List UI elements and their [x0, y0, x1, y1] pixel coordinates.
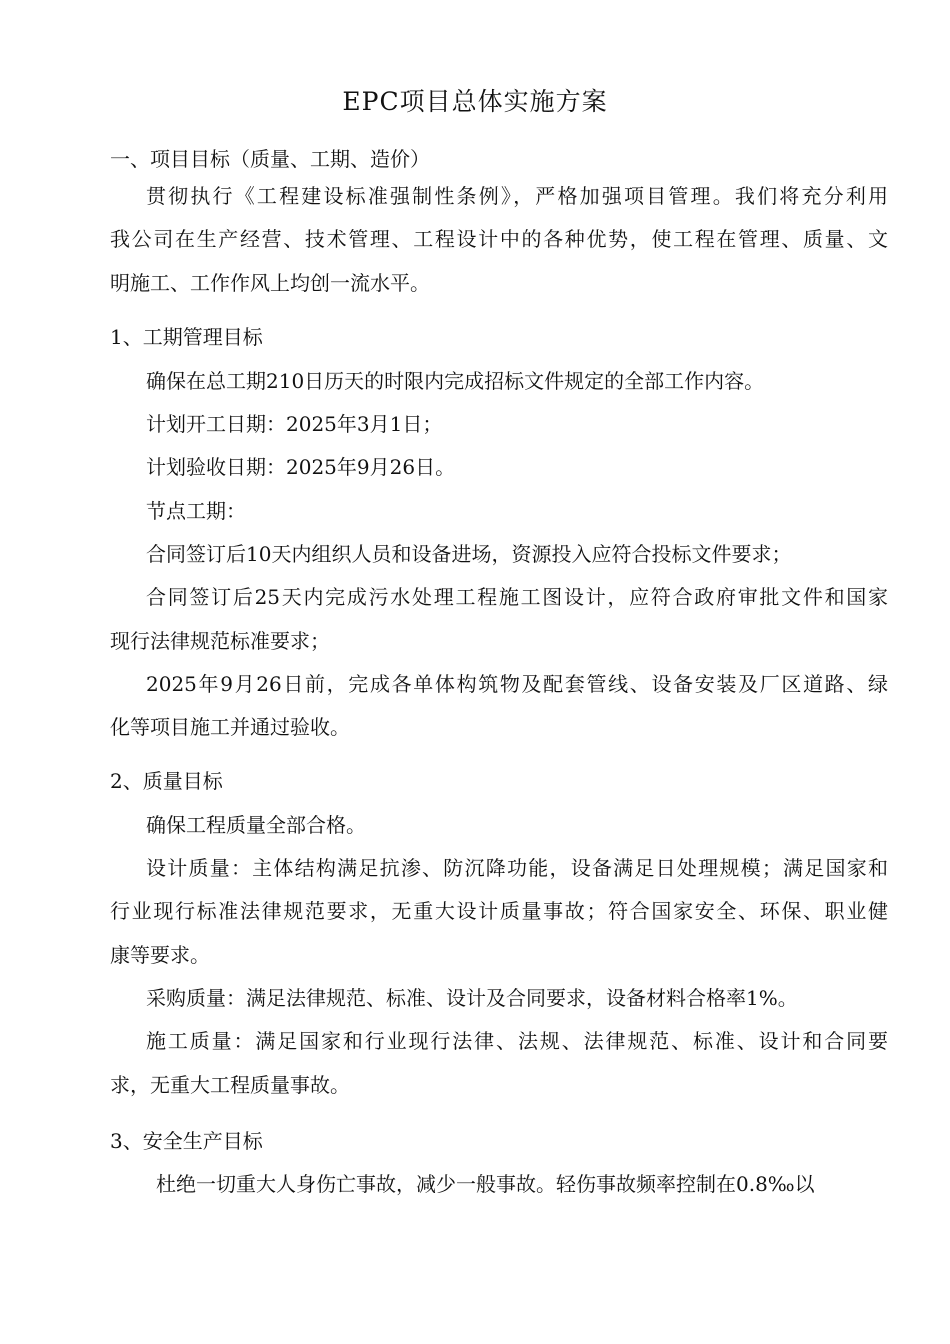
section-heading-safety: 3、安全生产目标 — [110, 1129, 263, 1153]
paragraph-line: 我公司在生产经营、技术管理、工程设计中的各种优势，使工程在管理、质量、文 — [110, 227, 888, 251]
paragraph-line: 康等要求。 — [110, 943, 210, 967]
paragraph-line: 杜绝一切重大人身伤亡事故，减少一般事故。轻伤事故频率控制在0.8‰以 — [156, 1172, 815, 1196]
paragraph-line: 施工质量：满足国家和行业现行法律、法规、法律规范、标准、设计和合同要 — [146, 1029, 888, 1053]
paragraph-line: 2025年9月26日前，完成各单体构筑物及配套管线、设备安装及厂区道路、绿 — [146, 672, 888, 696]
paragraph-line: 现行法律规范标准要求； — [110, 629, 330, 653]
paragraph-line: 采购质量：满足法律规范、标准、设计及合同要求，设备材料合格率1%。 — [146, 986, 798, 1010]
paragraph-line: 设计质量：主体结构满足抗渗、防沉降功能，设备满足日处理规模；满足国家和 — [146, 856, 888, 880]
paragraph-line: 合同签订后10天内组织人员和设备进场，资源投入应符合投标文件要求； — [146, 542, 792, 566]
paragraph-line: 确保在总工期210日历天的时限内完成招标文件规定的全部工作内容。 — [146, 369, 765, 393]
document-title: EPC项目总体实施方案 — [342, 87, 608, 116]
paragraph-line: 化等项目施工并通过验收。 — [110, 715, 350, 739]
section-heading-objectives: 一、项目目标（质量、工期、造价） — [110, 147, 430, 171]
section-heading-quality: 2、质量目标 — [110, 769, 223, 793]
planned-start-date: 计划开工日期：2025年3月1日； — [146, 412, 443, 436]
node-schedule-label: 节点工期： — [146, 499, 246, 523]
paragraph-line: 合同签订后25天内完成污水处理工程施工图设计，应符合政府审批文件和国家 — [146, 585, 888, 609]
paragraph-line: 明施工、工作作风上均创一流水平。 — [110, 271, 430, 295]
paragraph-line: 贯彻执行《工程建设标准强制性条例》，严格加强项目管理。我们将充分利用 — [146, 184, 888, 208]
section-heading-schedule: 1、工期管理目标 — [110, 325, 263, 349]
paragraph-line: 求，无重大工程质量事故。 — [110, 1073, 350, 1097]
planned-acceptance-date: 计划验收日期：2025年9月26日。 — [146, 455, 456, 479]
paragraph-line: 行业现行标准法律规范要求，无重大设计质量事故；符合国家安全、环保、职业健 — [110, 899, 888, 923]
paragraph-line: 确保工程质量全部合格。 — [146, 813, 366, 837]
